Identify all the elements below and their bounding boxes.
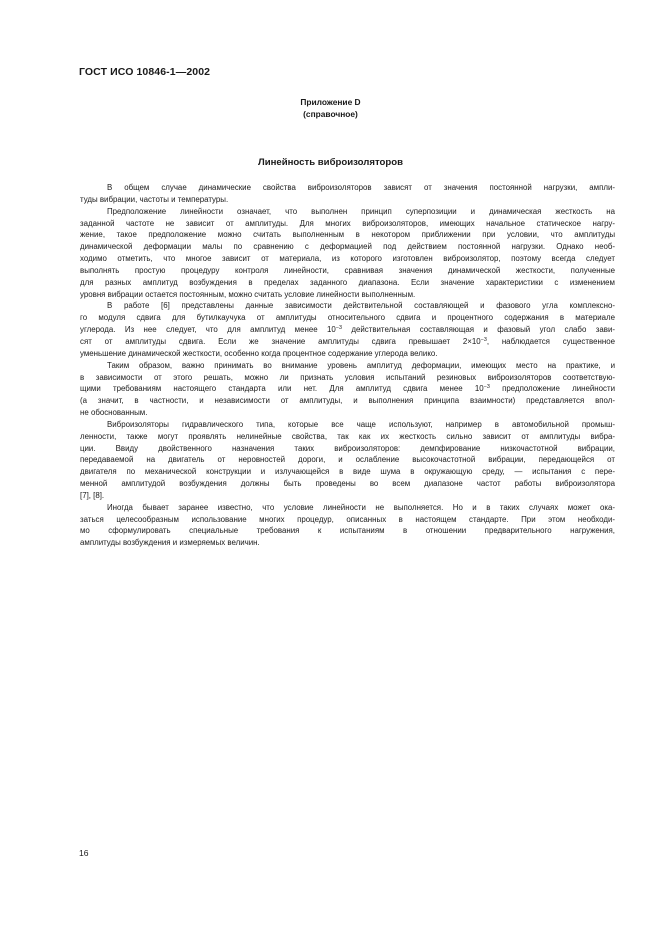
text-line: ходимо отметить, что многое зависит от материала, из которого изготовлен виброизолятор, поэтому всегда следует (80, 254, 615, 264)
text-line: Виброизоляторы гидравлического типа, которые все чаще используют, например в автомобильной промыш- (107, 419, 615, 429)
text-line: Таким образом, важно принимать во внимание уровень амплитуд деформации, имеющих место на практике, и (107, 360, 615, 370)
text-fragment: предположение линейности (489, 384, 615, 394)
text-line: [7], [8]. (80, 490, 105, 500)
annex-heading (0, 96, 661, 120)
text-line (80, 324, 615, 336)
text-line: динамической деформации малы по сравнению с деформацией под действием постоянной нагрузки. Однако необ- (80, 242, 615, 252)
page-number: 16 (79, 848, 89, 858)
text-line: заться целесообразным использование многих процедур, описанных в настоящем стандарте. При этом необходи- (80, 514, 615, 524)
exponent: −3 (480, 336, 487, 343)
text-line: жение, такое предположение можно считать выполненным в некотором приближении при условии, что амплитуды (80, 230, 615, 240)
text-line: мо сформулировать специальные требования к испытаниям в отношении предварительного нагружения, (80, 526, 615, 536)
text-line: менной амплитудой возбуждения должны быть проведены во всем диапазоне частот работы виброизолятора (80, 479, 615, 489)
text-line: передаваемой на двигатель от неровностей дороги, и ослабление высокочастотной вибрации, передающейся от (80, 455, 615, 465)
text-fragment: , наблюдается существенное (486, 336, 615, 346)
text-line: двигателя по механической конструкции и излучающейся в виде шума в окружающую среду, — испытания с пере- (80, 467, 615, 477)
page-header-standard: ГОСТ ИСО 10846-1—2002 (79, 66, 211, 78)
text-line: ленности, также могут проявлять нелинейные свойства, так как их жесткость сильно зависит от амплитуды вибра- (80, 431, 615, 441)
paragraph-4 (80, 360, 615, 419)
paragraph-2 (80, 206, 615, 301)
annex-subtitle: (справочное) (303, 109, 358, 119)
body-text (80, 182, 615, 549)
text-line: в зависимости от этого решать, можно ли признать условия испытаний резиновых виброизоляторов соответствую- (80, 372, 615, 382)
text-line: заданной частоте не зависит от амплитуды. Для многих виброизоляторов, имеющих начальное статическое нагру- (80, 218, 615, 228)
paragraph-3 (80, 300, 615, 359)
text-line: уменьшение динамической жесткости, особенно когда процентное содержание углерода велико. (80, 348, 438, 358)
text-line: В общем случае динамические свойства виброизоляторов зависят от значения постоянной нагрузки, ампли- (107, 183, 615, 192)
text-line: Предположение линейности означает, что выполнен принцип суперпозиции и динамическая жесткость на (107, 206, 615, 216)
text-line: амплитуды возбуждения и измеряемых величин. (80, 538, 260, 548)
text-line: уровня вибрации остается постоянным, можно считать условие линейности выполненным. (80, 289, 416, 299)
text-line: В работе [6] представлены данные зависимости действительной составляющей и фазового угла комплексно- (107, 301, 615, 311)
text-line: го модуля сдвига для бутилкаучука от амплитуды относительного сдвига и процентного содержания в материале (80, 313, 615, 323)
text-line (80, 383, 615, 395)
text-line: выполнять простую процедуру контроля линейности, сравнивая значения динамической жесткости, полученные (80, 265, 615, 275)
paragraph-1 (80, 182, 615, 206)
text-line: туды вибрации, частоты и температуры. (80, 194, 229, 204)
text-fragment: сят от амплитуды сдвига. Если же значение амплитуды сдвига превышает 2×10 (80, 336, 481, 346)
text-fragment: углерода. Из нее следует, что для амплитуд менее 10 (80, 325, 336, 335)
text-line (80, 336, 615, 348)
text-line: для разных амплитуд возбуждения в пределах заданного диапазона. Если значение характеристики с изменением (80, 277, 615, 287)
exponent: −3 (335, 325, 342, 332)
paragraph-6 (80, 502, 615, 549)
text-line: ции. Ввиду двойственного назначения таких виброизоляторов: демпфирование низкочастотной вибрации, (80, 443, 615, 453)
text-line: не обоснованным. (80, 408, 148, 418)
paragraph-5 (80, 419, 615, 502)
text-fragment: щими требованиям настоящего стандарта или нет. Для амплитуд сдвига менее 10 (80, 384, 484, 394)
text-line: (а значит, в частности, и независимости от амплитуды, и выполнения принципа взаимности) представляется впол- (80, 396, 615, 406)
annex-title: Приложение D (300, 97, 361, 107)
text-line: Иногда бывает заранее известно, что условие линейности не выполняется. Но и в таких случаях может ока- (107, 502, 615, 512)
text-fragment: действительная составляющая и фазовый угол слабо зави- (351, 325, 615, 335)
exponent: −3 (483, 384, 490, 391)
section-title: Линейность виброизоляторов (257, 157, 404, 168)
